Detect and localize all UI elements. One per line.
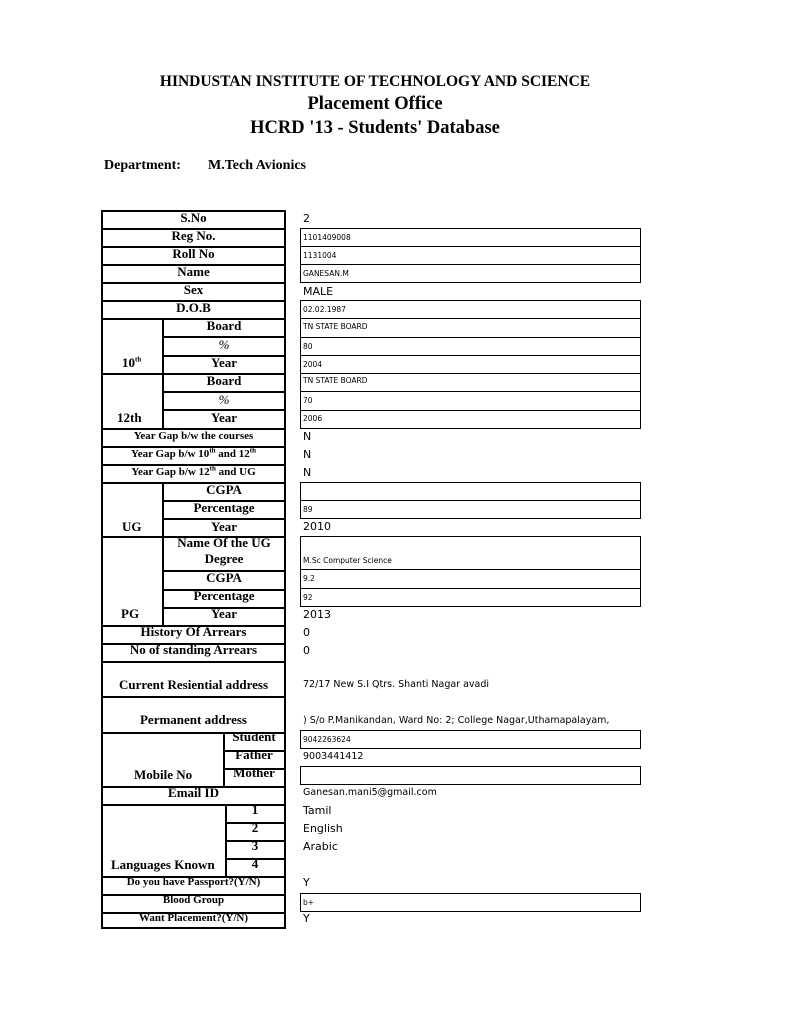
ug-cgpa-label: CGPA bbox=[206, 482, 242, 497]
reg-no-value: 1101409008 bbox=[303, 233, 351, 242]
blood-group-label: Blood Group bbox=[162, 894, 225, 906]
tenth-percent-field bbox=[300, 337, 641, 356]
sno-label: S.No bbox=[180, 210, 207, 225]
tenth-percent-value: 80 bbox=[303, 342, 313, 351]
pg-cgpa-field bbox=[300, 569, 641, 589]
tenth-board-value: TN STATE BOARD bbox=[303, 322, 368, 331]
blood-group-value: b+ bbox=[303, 898, 315, 907]
twelfth-label: 12th bbox=[117, 410, 142, 425]
lang-4-label: 4 bbox=[251, 856, 259, 871]
mobile-mother-label: Mother bbox=[233, 765, 275, 780]
languages-label: Languages Known bbox=[111, 857, 215, 872]
pg-percentage-label: Percentage bbox=[193, 588, 255, 603]
institution-title: HINDUSTAN INSTITUTE OF TECHNOLOGY AND SCIENCE bbox=[159, 73, 591, 90]
ug-percentage-label: Percentage bbox=[193, 500, 255, 515]
placement-value: Y bbox=[303, 912, 310, 925]
ug-year-label: Year bbox=[211, 519, 237, 534]
lang-1-value: Tamil bbox=[303, 804, 332, 817]
twelfth-percent-value: 70 bbox=[303, 396, 313, 405]
passport-value: Y bbox=[303, 876, 310, 889]
gap-12-ug-label: Year Gap b/w 12th and UG bbox=[131, 464, 256, 478]
name-value: GANESAN.M bbox=[303, 269, 349, 278]
lang-3-label: 3 bbox=[251, 838, 259, 853]
email-value: Ganesan.mani5@gmail.com bbox=[303, 787, 437, 798]
database-title: HCRD '13 - Students' Database bbox=[250, 118, 500, 138]
name-label: Name bbox=[177, 264, 210, 279]
twelfth-board-value: TN STATE BOARD bbox=[303, 376, 368, 385]
permanent-address-value: ) S/o P.Manikandan, Ward No: 2; College Nagar,Uthamapalayam, bbox=[303, 715, 610, 726]
lang-1-label: 1 bbox=[251, 802, 259, 817]
gap-courses-value: N bbox=[303, 430, 312, 443]
sex-value: MALE bbox=[303, 285, 334, 298]
tenth-percent-label: % bbox=[218, 337, 230, 352]
gap-10-12-label: Year Gap b/w 10th and 12th bbox=[130, 446, 257, 460]
gap-10-12-value: N bbox=[303, 448, 312, 461]
pg-cgpa-value: 9.2 bbox=[303, 574, 315, 583]
mobile-student-value: 9042263624 bbox=[303, 735, 351, 744]
lang-2-label: 2 bbox=[251, 820, 259, 835]
mobile-father-label: Father bbox=[235, 747, 273, 762]
tenth-year-field bbox=[300, 355, 641, 374]
blood-group-field bbox=[300, 893, 641, 912]
passport-label: Do you have Passport?(Y/N) bbox=[126, 876, 261, 888]
ug-degree-value: M.Sc Computer Science bbox=[303, 556, 392, 565]
pg-cgpa-label: CGPA bbox=[206, 570, 242, 585]
mobile-father-value: 9003441412 bbox=[303, 751, 364, 762]
placement-label: Want Placement?(Y/N) bbox=[138, 912, 249, 924]
pg-year-label: Year bbox=[211, 606, 237, 621]
office-title: Placement Office bbox=[307, 94, 443, 114]
tenth-year-value: 2004 bbox=[303, 360, 323, 369]
pg-year-value: 2013 bbox=[303, 608, 331, 621]
roll-no-field bbox=[300, 246, 641, 265]
twelfth-percent-label: % bbox=[218, 392, 230, 407]
standing-arrears-value: 0 bbox=[303, 644, 310, 657]
twelfth-board-label: Board bbox=[206, 373, 242, 388]
roll-no-label: Roll No bbox=[172, 246, 215, 261]
gap-courses-label: Year Gap b/w the courses bbox=[133, 430, 254, 442]
ug-degree-label-1: Name Of the UG bbox=[177, 535, 271, 550]
pg-percentage-value: 92 bbox=[303, 593, 313, 602]
tenth-label: 10th bbox=[122, 355, 142, 370]
ug-percentage-field bbox=[300, 500, 641, 519]
ug-cgpa-field bbox=[300, 482, 641, 501]
twelfth-year-label: Year bbox=[211, 410, 237, 425]
gap-12-ug-value: N bbox=[303, 466, 312, 479]
ug-percentage-value: 89 bbox=[303, 505, 313, 514]
mobile-student-label: Student bbox=[232, 729, 276, 744]
reg-no-field bbox=[300, 228, 641, 247]
tenth-board-label: Board bbox=[206, 318, 242, 333]
email-label: Email ID bbox=[168, 785, 219, 800]
ug-degree-label-2: Degree bbox=[204, 551, 244, 566]
history-arrears-value: 0 bbox=[303, 626, 310, 639]
current-address-label: Current Resiential address bbox=[118, 677, 269, 692]
pg-label: PG bbox=[121, 606, 140, 621]
dob-label: D.O.B bbox=[176, 300, 211, 315]
current-address-value: 72/17 New S.I Qtrs. Shanti Nagar avadi bbox=[303, 679, 490, 690]
lang-3-value: Arabic bbox=[303, 840, 338, 853]
twelfth-percent-field bbox=[300, 391, 641, 411]
roll-no-value: 1131004 bbox=[303, 251, 337, 260]
standing-arrears-label: No of standing Arrears bbox=[129, 642, 258, 657]
lang-2-value: English bbox=[303, 822, 343, 835]
dob-value: 02.02.1987 bbox=[303, 305, 346, 314]
mobile-no-label: Mobile No bbox=[134, 767, 193, 782]
pg-percentage-field bbox=[300, 588, 641, 607]
history-arrears-label: History Of Arrears bbox=[140, 624, 247, 639]
ug-label: UG bbox=[122, 519, 142, 534]
mobile-student-field bbox=[300, 730, 641, 749]
department-label: Department: bbox=[104, 158, 181, 173]
ug-year-value: 2010 bbox=[303, 520, 331, 533]
department-value: M.Tech Avionics bbox=[208, 158, 307, 173]
sno-value: 2 bbox=[303, 212, 310, 225]
name-field bbox=[300, 264, 641, 283]
reg-no-label: Reg No. bbox=[171, 228, 216, 243]
dob-field bbox=[300, 300, 641, 319]
permanent-address-label: Permanent address bbox=[139, 712, 247, 727]
twelfth-year-value: 2006 bbox=[303, 414, 323, 423]
tenth-year-label: Year bbox=[211, 355, 237, 370]
mobile-mother-field bbox=[300, 766, 641, 785]
twelfth-year-field bbox=[300, 410, 641, 429]
sex-label: Sex bbox=[183, 282, 204, 297]
